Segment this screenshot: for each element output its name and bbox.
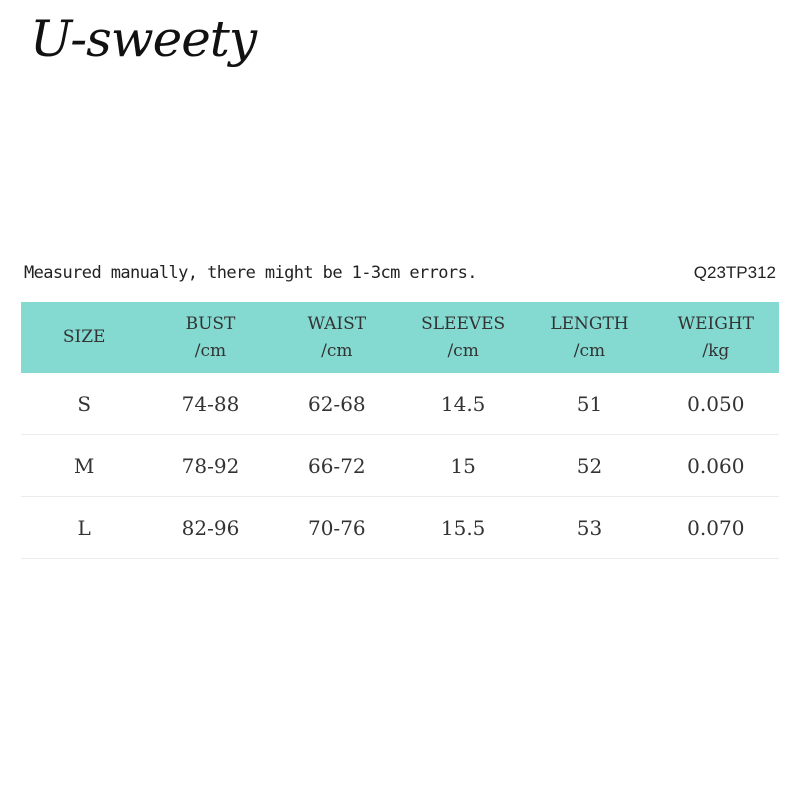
product-code: Q23TP312 (693, 263, 776, 282)
header-label: WAIST (307, 313, 367, 334)
table-row (21, 497, 779, 559)
header-label: SIZE (62, 327, 106, 347)
cell-bust: 78-92 (181, 453, 240, 478)
header-unit: /cm (573, 340, 606, 361)
cell-waist: 62-68 (307, 391, 366, 416)
size-chart-table (21, 302, 779, 559)
header-label: LENGTH (550, 313, 629, 334)
cell-weight: 0.050 (687, 391, 745, 416)
table-row (21, 373, 779, 435)
header-unit: /cm (194, 340, 227, 361)
cell-bust: 82-96 (181, 515, 240, 540)
header-label: WEIGHT (677, 313, 754, 334)
header-label: BUST (185, 313, 236, 334)
cell-waist: 70-76 (307, 515, 366, 540)
cell-length: 51 (576, 391, 603, 416)
header-size (21, 324, 147, 351)
header-length (526, 311, 652, 365)
table-row (21, 435, 779, 497)
header-unit: /kg (702, 340, 730, 361)
header-weight (653, 311, 779, 365)
table-header-row (21, 302, 779, 373)
cell-sleeves: 14.5 (440, 391, 486, 416)
cell-sleeves: 15 (450, 453, 476, 478)
header-bust (147, 311, 273, 365)
header-unit: /cm (321, 340, 353, 361)
cell-weight: 0.070 (687, 515, 745, 540)
cell-bust: 74-88 (181, 391, 240, 416)
cell-size: M (73, 453, 95, 478)
cell-size: S (77, 391, 92, 416)
header-sleeves (400, 311, 526, 365)
brand-logo: U-sweety (30, 10, 257, 68)
header-label: SLEEVES (421, 313, 506, 334)
cell-length: 52 (576, 453, 603, 478)
cell-size: L (77, 515, 91, 540)
cell-length: 53 (576, 515, 603, 540)
cell-sleeves: 15.5 (440, 515, 486, 540)
cell-waist: 66-72 (307, 453, 366, 478)
header-unit: /cm (447, 340, 479, 361)
cell-weight: 0.060 (687, 453, 745, 478)
measurement-note: Measured manually, there might be 1-3cm errors. (24, 263, 477, 283)
measurement-note-row (24, 263, 776, 287)
header-waist (274, 311, 400, 365)
